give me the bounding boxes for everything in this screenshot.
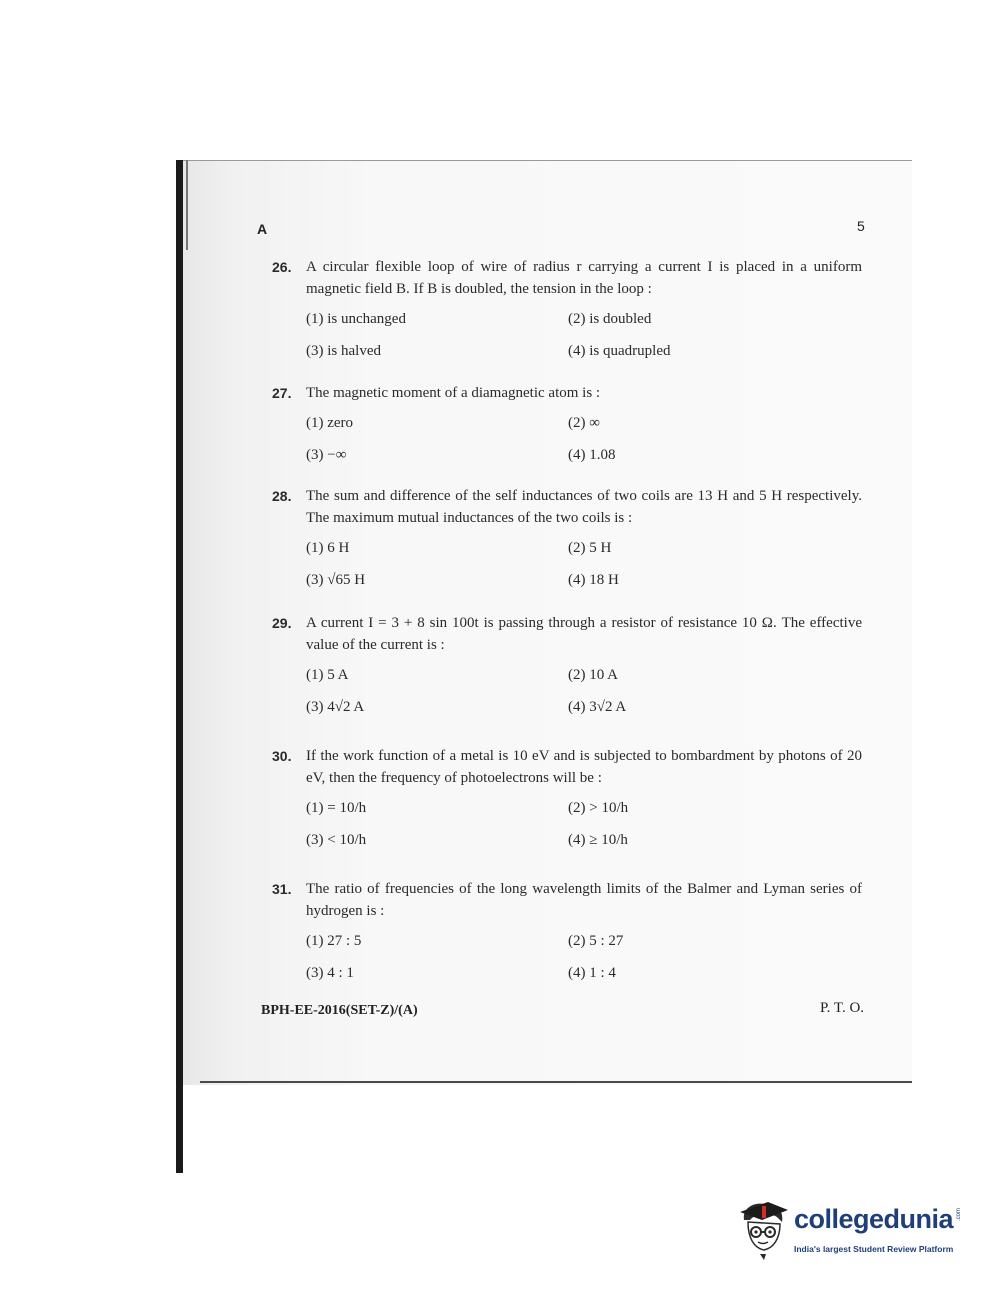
option-4: (4) is quadrupled — [568, 343, 671, 359]
option-3: (3) −∞ — [306, 447, 347, 463]
question-text: A circular flexible loop of wire of radius r carrying a current I is placed in a uniform magnetic field B. If B is doubled, the tension in the loop : — [306, 259, 862, 297]
question-number: 31. — [272, 881, 292, 897]
options — [306, 412, 862, 478]
question-27 — [272, 382, 862, 478]
option-1: (1) is unchanged — [306, 311, 406, 327]
option-4: (4) 1 : 4 — [568, 965, 616, 981]
page-bottom-edge — [200, 1081, 912, 1083]
student-mascot-icon — [738, 1198, 790, 1260]
option-2: (2) 5 : 27 — [568, 933, 624, 949]
option-3: (3) is halved — [306, 343, 381, 359]
option-2: (2) is doubled — [568, 311, 652, 327]
option-4: (4) 18 H — [568, 572, 619, 588]
option-2: (2) ∞ — [568, 415, 600, 431]
option-1: (1) zero — [306, 415, 354, 431]
question-29 — [272, 612, 862, 730]
option-2: (2) 5 H — [568, 540, 612, 556]
option-2: (2) > 10/h — [568, 800, 629, 816]
logo-wordmark: collegedunia — [794, 1204, 954, 1234]
question-text: The magnetic moment of a diamagnetic atom is : — [306, 385, 601, 401]
logo-dotcom: .com — [956, 1208, 962, 1222]
option-4: (4) ≥ 10/h — [568, 832, 628, 848]
page-number: 5 — [857, 218, 865, 234]
please-turn-over: P. T. O. — [820, 1000, 865, 1016]
question-number: 29. — [272, 615, 292, 631]
option-1: (1) 5 A — [306, 667, 349, 683]
option-3: (3) < 10/h — [306, 832, 367, 848]
set-letter: A — [257, 221, 268, 237]
option-1: (1) 6 H — [306, 540, 350, 556]
question-text: The ratio of frequencies of the long wavelength limits of the Balmer and Lyman series of hydrogen is : — [306, 881, 862, 919]
option-4: (4) 1.08 — [568, 447, 616, 463]
option-3: (3) 4 : 1 — [306, 965, 354, 981]
page-top-edge — [176, 160, 912, 161]
options — [306, 664, 862, 730]
options — [306, 537, 862, 603]
question-26 — [272, 256, 862, 374]
option-3: (3) 4√2 A — [306, 699, 365, 715]
question-text: A current I = 3 + 8 sin 100t is passing through a resistor of resistance 10 Ω. The effective value of the current is : — [306, 615, 862, 653]
question-number: 26. — [272, 259, 292, 275]
question-number: 30. — [272, 748, 292, 764]
question-31 — [272, 878, 862, 996]
question-30 — [272, 745, 862, 863]
option-3: (3) √65 H — [306, 572, 366, 588]
question-text: If the work function of a metal is 10 eV and is subjected to bombardment by photons of 20 eV, then the frequency of photoelectrons will be : — [306, 748, 862, 786]
options — [306, 930, 862, 996]
question-28 — [272, 485, 862, 603]
collegedunia-watermark — [738, 1196, 963, 1264]
options — [306, 308, 862, 374]
logo-tagline: India's largest Student Review Platform — [794, 1244, 954, 1254]
options — [306, 797, 862, 863]
option-2: (2) 10 A — [568, 667, 618, 683]
option-4: (4) 3√2 A — [568, 699, 627, 715]
option-1: (1) = 10/h — [306, 800, 367, 816]
option-1: (1) 27 : 5 — [306, 933, 362, 949]
scan-binding-shadow — [176, 160, 183, 1173]
question-number: 28. — [272, 488, 292, 504]
scan-binding-highlight — [186, 160, 188, 250]
paper-code: BPH-EE-2016(SET-Z)/(A) — [261, 1003, 418, 1018]
question-number: 27. — [272, 385, 292, 401]
question-text: The sum and difference of the self inductances of two coils are 13 H and 5 H respectively. The maximum mutual inductances of the two coils is : — [306, 488, 862, 526]
